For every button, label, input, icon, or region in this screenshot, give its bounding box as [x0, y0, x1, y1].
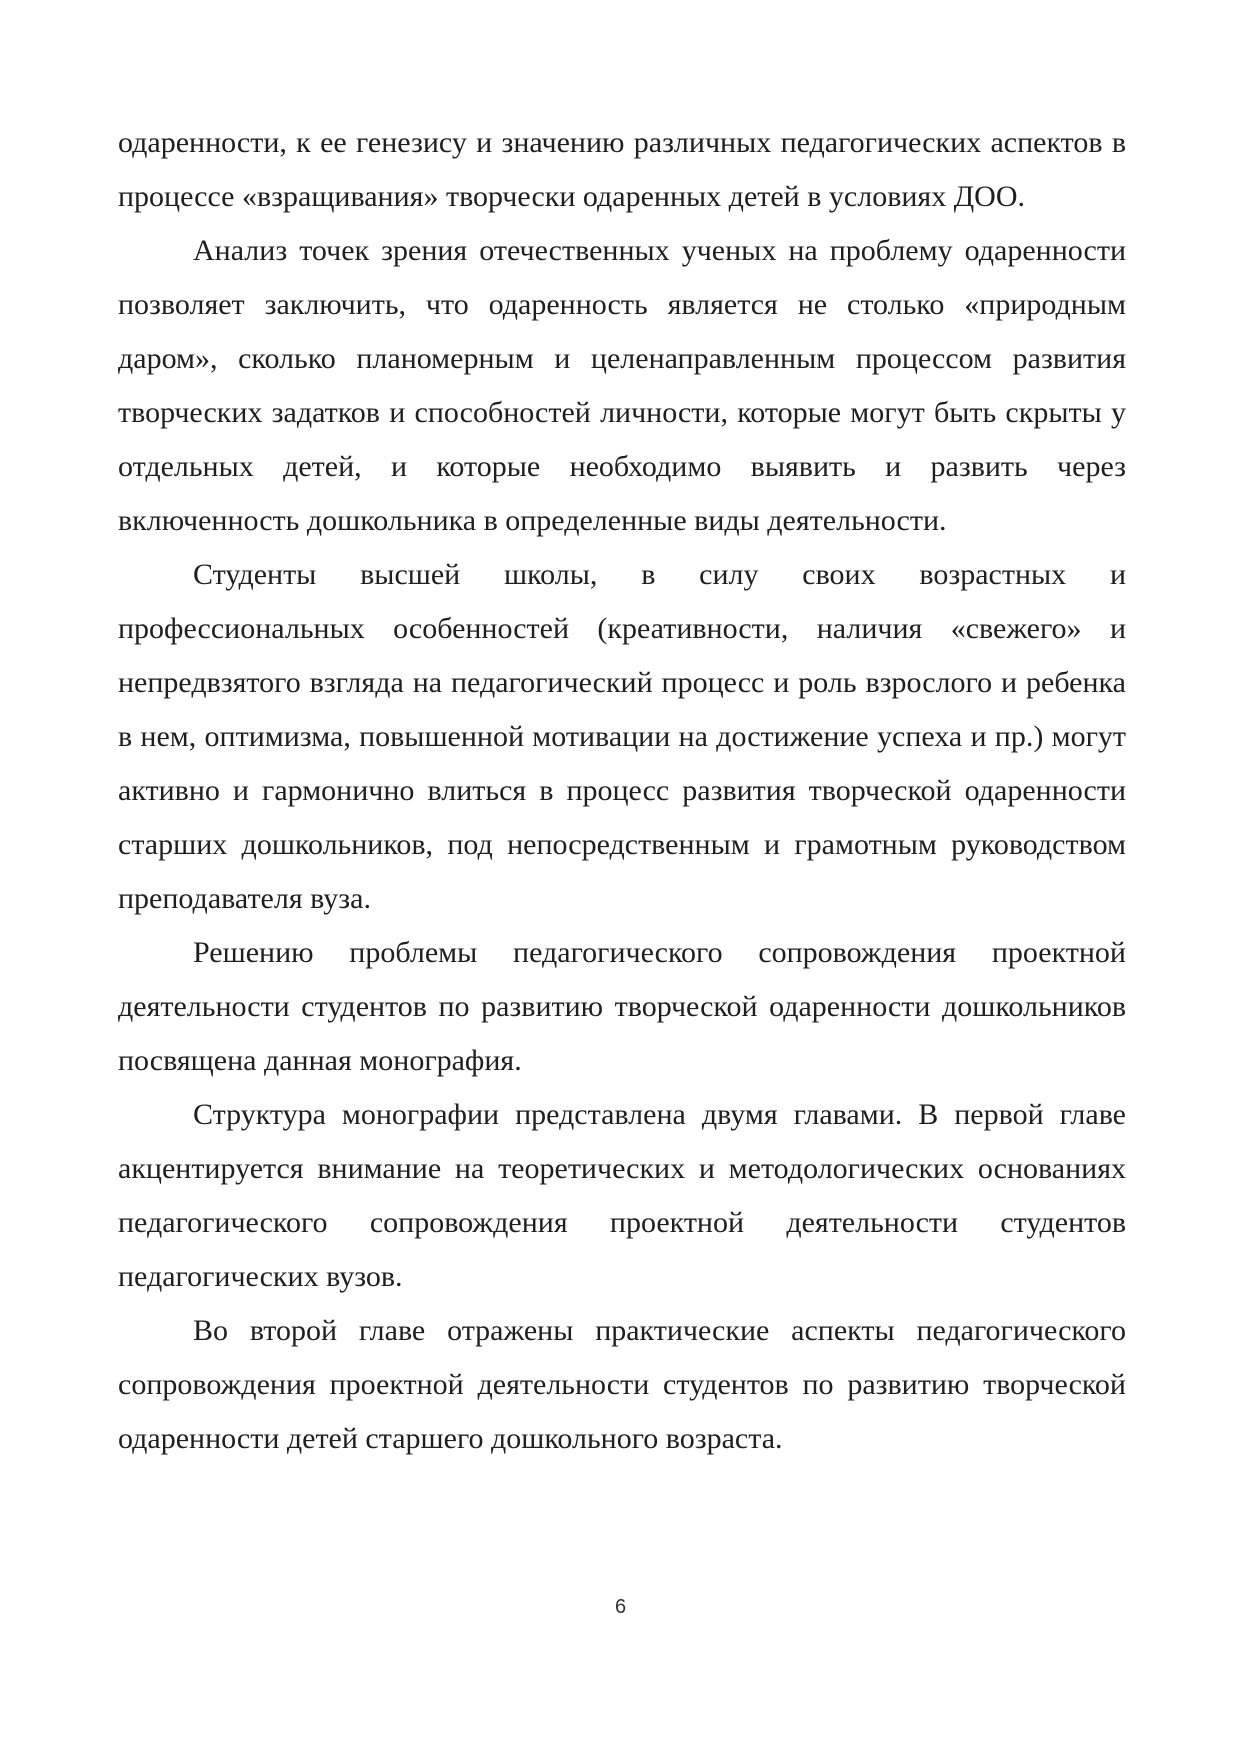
page-number: 6 — [614, 1596, 627, 1618]
paragraph-continuation: одаренности, к ее генезису и значению различных педагогических аспектов в процессе «взращивания» творчески одаренных детей в условиях ДОО. — [118, 126, 1126, 213]
paragraph-monograph-purpose: Решению проблемы педагогического сопровождения проектной деятельности студентов по развитию творческой одаренности дошкольников посвящена данная монография. — [118, 936, 1126, 1077]
paragraph-structure: Структура монографии представлена двумя главами. В первой главе акцентируется внимание на теоретических и методологических основаниях педагогического сопровождения проектной деятельности студентов педагогических вузов. — [118, 1098, 1126, 1293]
paragraph-analysis: Анализ точек зрения отечественных ученых на проблему одаренности позволяет заключить, что одаренность является не столько «природным даром», сколько планомерным и целенаправленным процессом развития творческих задатков и способностей личности, которые могут быть скрыты у отдельных детей, и которые необходимо выявить и развить через включенность дошкольника в определенные виды деятельности. — [118, 234, 1126, 537]
paragraph-second-chapter: Во второй главе отражены практические аспекты педагогического сопровождения проектной деятельности студентов по развитию творческой одаренности детей старшего дошкольного возраста. — [118, 1314, 1126, 1455]
body-text — [118, 116, 1126, 1466]
paragraph-students: Студенты высшей школы, в силу своих возрастных и профессиональных особенностей (креативности, наличия «свежего» и непредвзятого взгляда на педагогический процесс и роль взрослого и ребенка в нем, оптимизма, повышенной мотивации на достижение успеха и пр.) могут активно и гармонично влиться в процесс развития творческой одаренности старших дошкольников, под непосредственным и грамотным руководством преподавателя вуза. — [118, 558, 1126, 915]
